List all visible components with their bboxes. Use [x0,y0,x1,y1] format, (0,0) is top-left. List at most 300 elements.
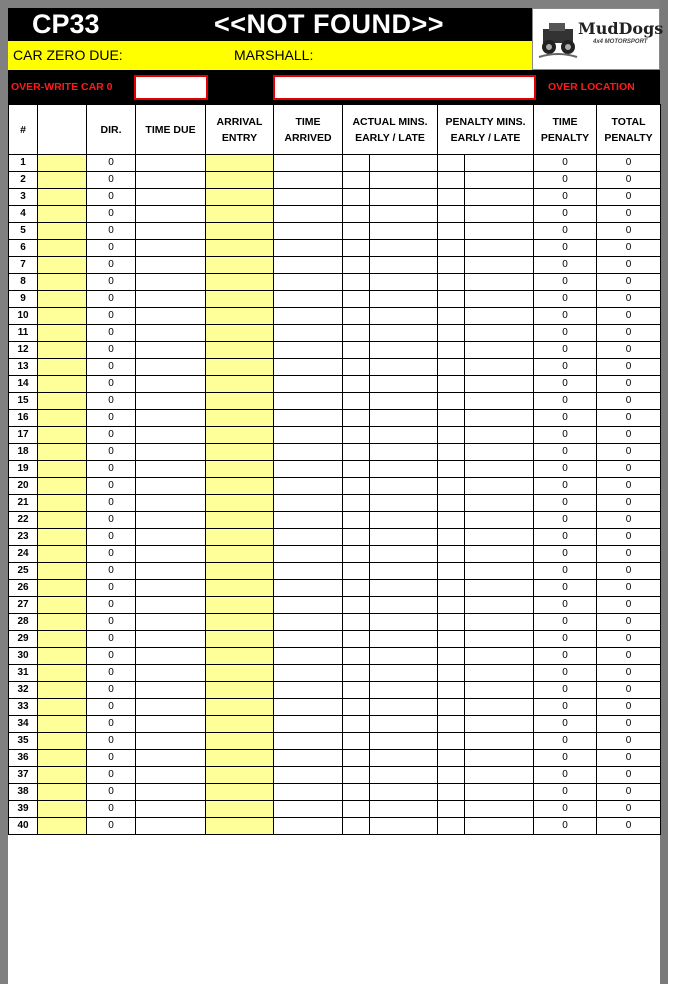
penalty-sign-cell [438,580,465,597]
time-arrived-cell [274,529,343,546]
dir-cell: 0 [87,359,136,376]
entry-cell[interactable] [38,359,87,376]
total-penalty-cell: 0 [597,410,661,427]
arrival-entry-cell[interactable] [206,206,274,223]
time-penalty-cell: 0 [534,393,597,410]
col-arrival-entry-header: ARRIVAL ENTRY [206,105,274,155]
entry-cell[interactable] [38,512,87,529]
actual-mins-cell [370,631,438,648]
table-row [9,716,661,733]
arrival-entry-cell[interactable] [206,342,274,359]
entry-cell[interactable] [38,801,87,818]
penalty-mins-cell [465,682,534,699]
actual-sign-cell [343,546,370,563]
actual-mins-cell [370,155,438,172]
arrival-entry-cell[interactable] [206,818,274,835]
time-arrived-cell [274,274,343,291]
time-penalty-cell: 0 [534,512,597,529]
table-row [9,325,661,342]
row-number: 18 [9,444,38,461]
actual-mins-cell [370,546,438,563]
time-due-cell [136,801,206,818]
actual-mins-cell [370,818,438,835]
penalty-sign-cell [438,597,465,614]
actual-sign-cell [343,529,370,546]
row-number: 23 [9,529,38,546]
arrival-entry-cell[interactable] [206,393,274,410]
entry-cell[interactable] [38,648,87,665]
dir-cell: 0 [87,648,136,665]
arrival-entry-cell[interactable] [206,716,274,733]
dir-cell: 0 [87,716,136,733]
table-row [9,240,661,257]
time-due-cell [136,580,206,597]
entry-cell[interactable] [38,223,87,240]
penalty-sign-cell [438,682,465,699]
total-penalty-cell: 0 [597,546,661,563]
dir-cell: 0 [87,546,136,563]
penalty-mins-cell [465,342,534,359]
penalty-sign-cell [438,495,465,512]
entry-cell[interactable] [38,376,87,393]
arrival-entry-cell[interactable] [206,699,274,716]
row-number: 1 [9,155,38,172]
time-due-cell [136,597,206,614]
arrival-entry-cell[interactable] [206,580,274,597]
actual-mins-cell [370,240,438,257]
time-due-cell [136,563,206,580]
penalty-sign-cell [438,563,465,580]
penalty-sign-cell [438,461,465,478]
actual-sign-cell [343,444,370,461]
actual-mins-cell [370,648,438,665]
row-number: 38 [9,784,38,801]
actual-sign-cell [343,342,370,359]
penalty-mins-cell [465,631,534,648]
total-penalty-cell: 0 [597,580,661,597]
actual-sign-cell [343,784,370,801]
total-penalty-cell: 0 [597,359,661,376]
actual-mins-cell [370,308,438,325]
actual-mins-cell [370,784,438,801]
total-penalty-cell: 0 [597,240,661,257]
total-penalty-cell: 0 [597,274,661,291]
arrival-entry-cell[interactable] [206,546,274,563]
entry-cell[interactable] [38,393,87,410]
entry-cell[interactable] [38,410,87,427]
penalty-sign-cell [438,206,465,223]
time-penalty-cell: 0 [534,427,597,444]
row-number: 30 [9,648,38,665]
entry-cell[interactable] [38,172,87,189]
penalty-sign-cell [438,665,465,682]
table-row [9,342,661,359]
total-penalty-cell: 0 [597,461,661,478]
entry-cell[interactable] [38,750,87,767]
row-number: 37 [9,767,38,784]
entry-cell[interactable] [38,563,87,580]
entry-cell[interactable] [38,495,87,512]
arrival-entry-cell[interactable] [206,529,274,546]
row-number: 26 [9,580,38,597]
entry-cell[interactable] [38,546,87,563]
actual-sign-cell [343,393,370,410]
dir-cell: 0 [87,563,136,580]
arrival-entry-cell[interactable] [206,359,274,376]
actual-sign-cell [343,189,370,206]
entry-cell[interactable] [38,614,87,631]
actual-mins-cell [370,376,438,393]
total-penalty-cell: 0 [597,716,661,733]
title-bar [8,8,532,41]
dir-cell: 0 [87,172,136,189]
actual-mins-cell [370,325,438,342]
total-penalty-cell: 0 [597,189,661,206]
entry-cell[interactable] [38,257,87,274]
table-row [9,767,661,784]
row-number: 20 [9,478,38,495]
arrival-entry-cell[interactable] [206,274,274,291]
time-arrived-cell [274,240,343,257]
entry-cell[interactable] [38,529,87,546]
actual-sign-cell [343,682,370,699]
time-penalty-cell: 0 [534,631,597,648]
arrival-entry-cell[interactable] [206,597,274,614]
penalty-mins-cell [465,189,534,206]
right-border [660,0,668,984]
entry-cell[interactable] [38,682,87,699]
time-penalty-cell: 0 [534,597,597,614]
penalty-mins-cell [465,257,534,274]
penalty-mins-cell [465,716,534,733]
entry-cell[interactable] [38,716,87,733]
col-time-due-header: TIME DUE [136,105,206,155]
actual-sign-cell [343,699,370,716]
total-penalty-cell: 0 [597,665,661,682]
time-penalty-cell: 0 [534,189,597,206]
arrival-entry-cell[interactable] [206,461,274,478]
actual-sign-cell [343,750,370,767]
time-arrived-cell [274,308,343,325]
time-arrived-cell [274,257,343,274]
arrival-entry-cell[interactable] [206,682,274,699]
penalty-mins-cell [465,750,534,767]
total-penalty-cell: 0 [597,155,661,172]
time-due-cell [136,189,206,206]
penalty-sign-cell [438,699,465,716]
time-due-cell [136,512,206,529]
row-number: 39 [9,801,38,818]
actual-mins-cell [370,801,438,818]
penalty-sign-cell [438,376,465,393]
time-penalty-cell: 0 [534,563,597,580]
total-penalty-cell: 0 [597,750,661,767]
entry-cell[interactable] [38,308,87,325]
penalty-mins-cell [465,563,534,580]
actual-sign-cell [343,716,370,733]
row-number: 5 [9,223,38,240]
time-arrived-cell [274,478,343,495]
time-penalty-cell: 0 [534,665,597,682]
table-row [9,512,661,529]
dir-cell: 0 [87,240,136,257]
actual-sign-cell [343,597,370,614]
row-number: 33 [9,699,38,716]
entry-cell[interactable] [38,580,87,597]
entry-cell[interactable] [38,240,87,257]
arrival-entry-cell[interactable] [206,478,274,495]
muddogs-logo [532,8,664,70]
penalty-sign-cell [438,410,465,427]
marshall-label: MARSHALL: [234,47,314,63]
time-due-cell [136,733,206,750]
time-arrived-cell [274,665,343,682]
actual-sign-cell [343,410,370,427]
table-row [9,427,661,444]
time-penalty-cell: 0 [534,410,597,427]
col-time-arrived-header: TIME ARRIVED [274,105,343,155]
table-row [9,274,661,291]
total-penalty-cell: 0 [597,206,661,223]
entry-cell[interactable] [38,818,87,835]
actual-mins-cell [370,291,438,308]
actual-sign-cell [343,257,370,274]
time-arrived-cell [274,512,343,529]
arrival-entry-cell[interactable] [206,410,274,427]
time-due-cell [136,818,206,835]
total-penalty-cell: 0 [597,308,661,325]
time-penalty-cell: 0 [534,580,597,597]
car-zero-due-label: CAR ZERO DUE: [13,47,123,63]
actual-sign-cell [343,767,370,784]
col-dir-header: DIR. [87,105,136,155]
total-penalty-cell: 0 [597,427,661,444]
dir-cell: 0 [87,308,136,325]
actual-mins-cell [370,461,438,478]
row-number: 24 [9,546,38,563]
dir-cell: 0 [87,495,136,512]
entry-cell[interactable] [38,478,87,495]
time-arrived-cell [274,461,343,478]
time-penalty-cell: 0 [534,699,597,716]
row-number: 14 [9,376,38,393]
arrival-entry-cell[interactable] [206,308,274,325]
arrival-entry-cell[interactable] [206,563,274,580]
entry-cell[interactable] [38,444,87,461]
time-due-cell [136,546,206,563]
penalty-mins-cell [465,818,534,835]
arrival-entry-cell[interactable] [206,444,274,461]
over-location-input[interactable] [273,75,536,100]
arrival-entry-cell[interactable] [206,223,274,240]
total-penalty-cell: 0 [597,597,661,614]
arrival-entry-cell[interactable] [206,376,274,393]
arrival-entry-cell[interactable] [206,784,274,801]
entry-cell[interactable] [38,342,87,359]
table-row [9,784,661,801]
dir-cell: 0 [87,223,136,240]
arrival-entry-cell[interactable] [206,155,274,172]
overwrite-car-input[interactable] [134,75,208,100]
table-row [9,631,661,648]
row-number: 40 [9,818,38,835]
table-row [9,665,661,682]
penalty-mins-cell [465,291,534,308]
arrival-entry-cell[interactable] [206,172,274,189]
time-due-cell [136,206,206,223]
table-row [9,189,661,206]
table-row [9,478,661,495]
time-due-cell [136,495,206,512]
total-penalty-cell: 0 [597,376,661,393]
arrival-entry-cell[interactable] [206,291,274,308]
penalty-sign-cell [438,546,465,563]
over-location-label: OVER LOCATION [548,81,635,93]
arrival-entry-cell[interactable] [206,189,274,206]
arrival-entry-cell[interactable] [206,631,274,648]
row-number: 13 [9,359,38,376]
entry-cell[interactable] [38,784,87,801]
table-row [9,223,661,240]
entry-cell[interactable] [38,665,87,682]
time-arrived-cell [274,495,343,512]
entry-cell[interactable] [38,155,87,172]
arrival-entry-cell[interactable] [206,427,274,444]
arrival-entry-cell[interactable] [206,495,274,512]
time-arrived-cell [274,410,343,427]
arrival-entry-cell[interactable] [206,801,274,818]
arrival-entry-cell[interactable] [206,512,274,529]
total-penalty-cell: 0 [597,767,661,784]
arrival-entry-cell[interactable] [206,665,274,682]
dir-cell: 0 [87,767,136,784]
table-row [9,461,661,478]
logo-text: MudDogs [578,19,664,38]
total-penalty-cell: 0 [597,614,661,631]
penalty-sign-cell [438,257,465,274]
actual-mins-cell [370,733,438,750]
time-arrived-cell [274,546,343,563]
arrival-entry-cell[interactable] [206,325,274,342]
arrival-entry-cell[interactable] [206,750,274,767]
dir-cell: 0 [87,376,136,393]
time-arrived-cell [274,563,343,580]
total-penalty-cell: 0 [597,393,661,410]
time-penalty-cell: 0 [534,614,597,631]
actual-sign-cell [343,563,370,580]
table-row [9,563,661,580]
penalty-mins-cell [465,546,534,563]
actual-mins-cell [370,529,438,546]
actual-sign-cell [343,240,370,257]
entry-cell[interactable] [38,767,87,784]
jeep-icon [537,15,579,63]
time-arrived-cell [274,784,343,801]
time-arrived-cell [274,716,343,733]
time-arrived-cell [274,376,343,393]
arrival-entry-cell[interactable] [206,614,274,631]
entry-cell[interactable] [38,597,87,614]
entry-cell[interactable] [38,631,87,648]
entry-cell[interactable] [38,461,87,478]
penalty-mins-cell [465,801,534,818]
actual-mins-cell [370,172,438,189]
table-row [9,410,661,427]
time-arrived-cell [274,189,343,206]
actual-mins-cell [370,342,438,359]
time-arrived-cell [274,648,343,665]
penalty-sign-cell [438,444,465,461]
arrival-entry-cell[interactable] [206,240,274,257]
arrival-entry-cell[interactable] [206,733,274,750]
penalty-sign-cell [438,818,465,835]
entry-cell[interactable] [38,274,87,291]
time-due-cell [136,172,206,189]
entry-cell[interactable] [38,325,87,342]
table-row [9,257,661,274]
row-number: 29 [9,631,38,648]
time-penalty-cell: 0 [534,444,597,461]
actual-sign-cell [343,478,370,495]
entry-cell[interactable] [38,291,87,308]
dir-cell: 0 [87,665,136,682]
time-penalty-cell: 0 [534,155,597,172]
arrival-entry-cell[interactable] [206,648,274,665]
time-due-cell [136,699,206,716]
actual-mins-cell [370,699,438,716]
penalty-mins-cell [465,648,534,665]
actual-sign-cell [343,801,370,818]
penalty-sign-cell [438,733,465,750]
row-number: 25 [9,563,38,580]
penalty-sign-cell [438,393,465,410]
checkpoint-id: CP33 [32,9,100,39]
time-due-cell [136,665,206,682]
col-actual-mins-header: ACTUAL MINS. EARLY / LATE [343,105,438,155]
penalty-sign-cell [438,784,465,801]
actual-mins-cell [370,410,438,427]
actual-mins-cell [370,427,438,444]
col-total-penalty-header: TOTAL PENALTY [597,105,661,155]
penalty-mins-cell [465,274,534,291]
actual-mins-cell [370,393,438,410]
time-due-cell [136,784,206,801]
total-penalty-cell: 0 [597,648,661,665]
penalty-mins-cell [465,529,534,546]
time-penalty-cell: 0 [534,478,597,495]
entry-cell[interactable] [38,427,87,444]
penalty-sign-cell [438,155,465,172]
row-number: 31 [9,665,38,682]
entry-cell[interactable] [38,189,87,206]
time-due-cell [136,631,206,648]
penalty-sign-cell [438,189,465,206]
arrival-entry-cell[interactable] [206,257,274,274]
entry-cell[interactable] [38,699,87,716]
time-arrived-cell [274,733,343,750]
penalty-sign-cell [438,291,465,308]
dir-cell: 0 [87,733,136,750]
time-arrived-cell [274,427,343,444]
dir-cell: 0 [87,393,136,410]
penalty-sign-cell [438,223,465,240]
entry-cell[interactable] [38,733,87,750]
penalty-mins-cell [465,733,534,750]
time-penalty-cell: 0 [534,461,597,478]
arrival-entry-cell[interactable] [206,767,274,784]
time-penalty-cell: 0 [534,784,597,801]
entry-cell[interactable] [38,206,87,223]
